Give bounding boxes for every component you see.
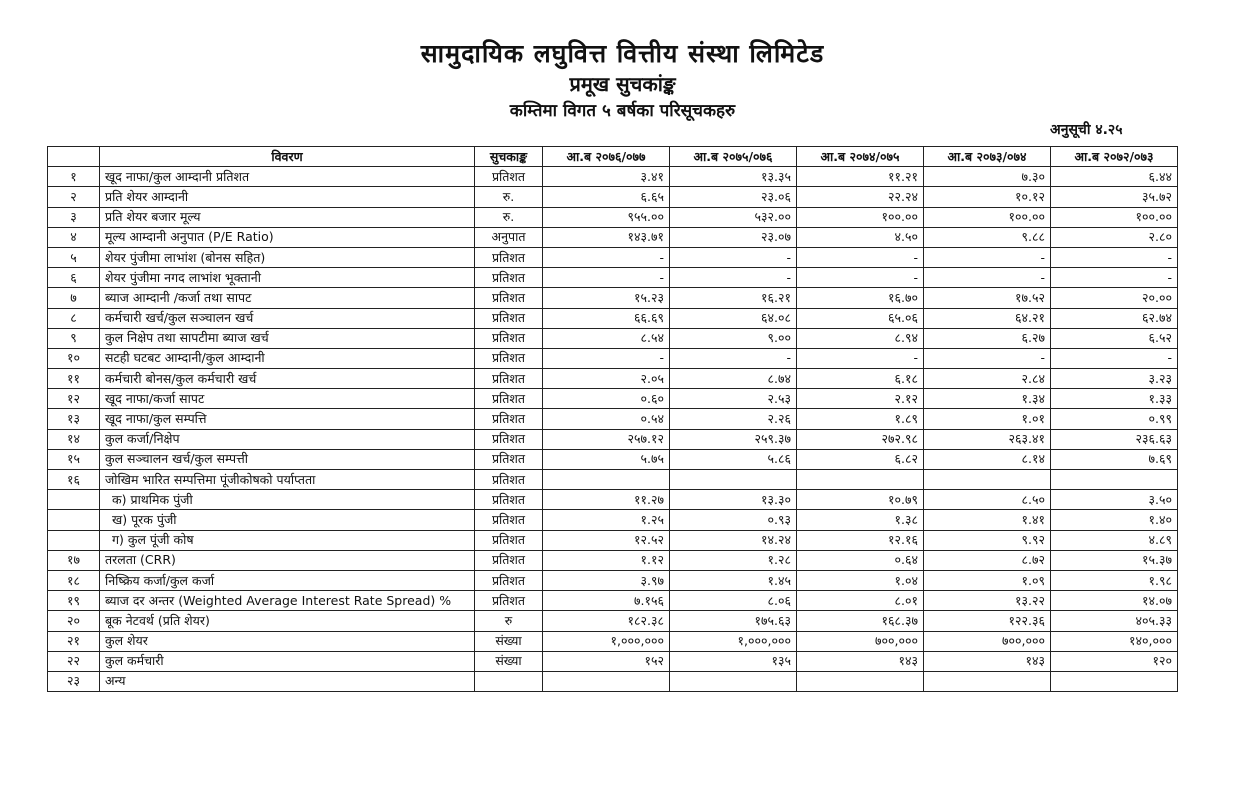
row-value: ९.९२ [924, 530, 1051, 550]
row-value: १.४१ [924, 510, 1051, 530]
table-row [48, 449, 1178, 469]
row-value: १,०००,००० [543, 631, 670, 651]
row-value: ५.७५ [543, 449, 670, 469]
row-value: ०.६० [543, 389, 670, 409]
table-row [48, 651, 1178, 671]
row-serial: २ [48, 187, 100, 207]
row-unit: प्रतिशत [475, 530, 543, 550]
annex-label: अनुसूची ४.२५ [1050, 122, 1123, 138]
row-value: १.८९ [797, 409, 924, 429]
document-subtitle: प्रमूख सुचकांङ्क [569, 72, 676, 96]
row-serial: ३ [48, 207, 100, 227]
row-value: ६४.२१ [924, 308, 1051, 328]
row-description: कर्मचारी खर्च/कुल सञ्चालन खर्च [100, 308, 475, 328]
row-value: १७.५२ [924, 288, 1051, 308]
row-unit: प्रतिशत [475, 247, 543, 267]
table-row [48, 570, 1178, 590]
row-serial: ५ [48, 247, 100, 267]
row-serial: ११ [48, 369, 100, 389]
table-row [48, 369, 1178, 389]
row-value: २०.०० [1051, 288, 1178, 308]
row-unit: रु. [475, 207, 543, 227]
table-row [48, 268, 1178, 288]
row-value: २३.०७ [670, 227, 797, 247]
row-value [797, 470, 924, 490]
row-value: १०.७९ [797, 490, 924, 510]
org-name: सामुदायिक लघुवित्त वित्तीय संस्था लिमिटेड [420, 39, 825, 68]
row-value: ६.६५ [543, 187, 670, 207]
row-value [670, 671, 797, 691]
row-unit: रु. [475, 187, 543, 207]
row-description: ख) पूरक पुंजी [100, 510, 475, 530]
row-value: २७२.९८ [797, 429, 924, 449]
row-value: २५९.३७ [670, 429, 797, 449]
table-row [48, 227, 1178, 247]
row-serial: १५ [48, 449, 100, 469]
table-row [48, 187, 1178, 207]
row-unit: संख्या [475, 651, 543, 671]
row-value: ६५.०६ [797, 308, 924, 328]
table-row [48, 470, 1178, 490]
row-serial: २३ [48, 671, 100, 691]
row-serial: ७ [48, 288, 100, 308]
row-value: ८.०६ [670, 591, 797, 611]
row-value: १.३८ [797, 510, 924, 530]
row-description: खूद नाफा/कर्जा सापट [100, 389, 475, 409]
row-serial: २० [48, 611, 100, 631]
row-unit: प्रतिशत [475, 550, 543, 570]
row-value: ०.९९ [1051, 409, 1178, 429]
row-value: १.२८ [670, 550, 797, 570]
row-value: - [670, 348, 797, 368]
row-value: १४.२४ [670, 530, 797, 550]
row-unit: प्रतिशत [475, 510, 543, 530]
row-value: ९५५.०० [543, 207, 670, 227]
row-value: १.४० [1051, 510, 1178, 530]
row-value: १७५.६३ [670, 611, 797, 631]
row-value: ७००,००० [797, 631, 924, 651]
row-value: २६३.४१ [924, 429, 1051, 449]
row-value: ७.३० [924, 167, 1051, 187]
row-serial: २२ [48, 651, 100, 671]
row-value: २२.२४ [797, 187, 924, 207]
row-value: ४.८९ [1051, 530, 1178, 550]
row-value: १००.०० [1051, 207, 1178, 227]
row-value: १६८.३७ [797, 611, 924, 631]
row-value [670, 470, 797, 490]
row-description: क) प्राथमिक पुंजी [100, 490, 475, 510]
row-value: १४.०७ [1051, 591, 1178, 611]
row-serial: १४ [48, 429, 100, 449]
table-header-row [48, 147, 1178, 167]
row-value [543, 671, 670, 691]
row-value: १.०४ [797, 570, 924, 590]
row-value: १४०,००० [1051, 631, 1178, 651]
row-value: २.८० [1051, 227, 1178, 247]
row-unit: प्रतिशत [475, 369, 543, 389]
row-value: - [924, 247, 1051, 267]
header-fy-2076-077: आ.ब २०७६/०७७ [543, 147, 670, 167]
table-row [48, 288, 1178, 308]
table-row [48, 530, 1178, 550]
row-unit: अनुपात [475, 227, 543, 247]
indicator-table [47, 146, 1178, 692]
row-value: २.२६ [670, 409, 797, 429]
row-value: ६२.७४ [1051, 308, 1178, 328]
row-value: ३.५० [1051, 490, 1178, 510]
row-description: शेयर पुंजीमा लाभांश (बोनस सहित) [100, 247, 475, 267]
row-serial: १८ [48, 570, 100, 590]
row-value: ८.७२ [924, 550, 1051, 570]
row-value: ९.८८ [924, 227, 1051, 247]
row-value: १००.०० [924, 207, 1051, 227]
row-value: ९.०० [670, 328, 797, 348]
row-value [1051, 671, 1178, 691]
row-description: कुल कर्जा/निक्षेप [100, 429, 475, 449]
header-description: विवरण [100, 147, 475, 167]
row-value: २.८४ [924, 369, 1051, 389]
row-value: २३.०६ [670, 187, 797, 207]
row-serial: १९ [48, 591, 100, 611]
row-serial: ४ [48, 227, 100, 247]
row-value: - [797, 348, 924, 368]
row-value: १२.१६ [797, 530, 924, 550]
header-fy-2075-076: आ.ब २०७५/०७६ [670, 147, 797, 167]
row-value: - [543, 348, 670, 368]
row-description: ब्याज आम्दानी /कर्जा तथा सापट [100, 288, 475, 308]
table-row [48, 510, 1178, 530]
row-serial [48, 490, 100, 510]
row-value: ७.१५६ [543, 591, 670, 611]
row-unit [475, 671, 543, 691]
row-value: २.५३ [670, 389, 797, 409]
row-description: सटही घटबट आम्दानी/कुल आम्दानी [100, 348, 475, 368]
row-unit: प्रतिशत [475, 470, 543, 490]
row-value: ११.२७ [543, 490, 670, 510]
row-description: तरलता (CRR) [100, 550, 475, 570]
row-description: ब्याज दर अन्तर (Weighted Average Interest Rate Spread) % [100, 591, 475, 611]
row-value: १.९८ [1051, 570, 1178, 590]
row-serial [48, 530, 100, 550]
row-unit: प्रतिशत [475, 288, 543, 308]
row-value: ६.४४ [1051, 167, 1178, 187]
row-value [543, 470, 670, 490]
table-row [48, 207, 1178, 227]
row-value: ४.५० [797, 227, 924, 247]
row-serial: १० [48, 348, 100, 368]
row-serial: १२ [48, 389, 100, 409]
row-value [797, 671, 924, 691]
row-value: - [1051, 348, 1178, 368]
row-value: - [797, 247, 924, 267]
row-description: ग) कुल पूंजी कोष [100, 530, 475, 550]
row-value [924, 470, 1051, 490]
row-value: ४०५.३३ [1051, 611, 1178, 631]
row-value: - [670, 268, 797, 288]
row-value: ६.८२ [797, 449, 924, 469]
row-unit: प्रतिशत [475, 490, 543, 510]
header-sn [48, 147, 100, 167]
row-description: कुल निक्षेप तथा सापटीमा ब्याज खर्च [100, 328, 475, 348]
row-value: १.१२ [543, 550, 670, 570]
document-subtitle-2: कम्तिमा विगत ५ बर्षका परिसूचकहरु [509, 101, 736, 121]
row-value: ६६.६९ [543, 308, 670, 328]
row-value: ०.६४ [797, 550, 924, 570]
row-value: ६.२७ [924, 328, 1051, 348]
row-value: १३.२२ [924, 591, 1051, 611]
table-row [48, 591, 1178, 611]
row-value: ७.६९ [1051, 449, 1178, 469]
row-value: - [670, 247, 797, 267]
row-value: ८.५० [924, 490, 1051, 510]
row-description: खूद नाफा/कुल सम्पत्ति [100, 409, 475, 429]
row-value: ६४.०८ [670, 308, 797, 328]
row-value: २.१२ [797, 389, 924, 409]
table-row [48, 167, 1178, 187]
row-unit: प्रतिशत [475, 409, 543, 429]
row-serial: १ [48, 167, 100, 187]
row-value: ५३२.०० [670, 207, 797, 227]
row-description: जोखिम भारित सम्पत्तिमा पूंजीकोषको पर्याप्तता [100, 470, 475, 490]
header-fy-2072-073: आ.ब २०७२/०७३ [1051, 147, 1178, 167]
row-value: १२.५२ [543, 530, 670, 550]
header-fy-2074-075: आ.ब २०७४/०७५ [797, 147, 924, 167]
row-description: कर्मचारी बोनस/कुल कर्मचारी खर्च [100, 369, 475, 389]
row-value: ३.४१ [543, 167, 670, 187]
table-row [48, 348, 1178, 368]
header-fy-2073-074: आ.ब २०७३/०७४ [924, 147, 1051, 167]
row-value: ०.५४ [543, 409, 670, 429]
table-row [48, 490, 1178, 510]
row-value: १.३४ [924, 389, 1051, 409]
table-row [48, 389, 1178, 409]
row-value: ११.२१ [797, 167, 924, 187]
header-unit: सुचकाङ्क [475, 147, 543, 167]
row-value: ८.०१ [797, 591, 924, 611]
row-value: ३५.७२ [1051, 187, 1178, 207]
table-row [48, 429, 1178, 449]
row-unit: प्रतिशत [475, 328, 543, 348]
row-value: १४३.७१ [543, 227, 670, 247]
row-value: ८.५४ [543, 328, 670, 348]
row-serial: १७ [48, 550, 100, 570]
table-row [48, 308, 1178, 328]
row-unit: रु [475, 611, 543, 631]
table-row [48, 550, 1178, 570]
row-value: १.२५ [543, 510, 670, 530]
row-value: - [543, 247, 670, 267]
row-value: १४३ [797, 651, 924, 671]
row-value: १३.३५ [670, 167, 797, 187]
row-unit: प्रतिशत [475, 268, 543, 288]
row-value: १३५ [670, 651, 797, 671]
table-row [48, 328, 1178, 348]
row-description: शेयर पुंजीमा नगद लाभांश भूक्तानी [100, 268, 475, 288]
table-row [48, 409, 1178, 429]
row-serial: ९ [48, 328, 100, 348]
row-serial [48, 510, 100, 530]
table-row [48, 247, 1178, 267]
row-unit: प्रतिशत [475, 449, 543, 469]
row-value [924, 671, 1051, 691]
row-value: ८.७४ [670, 369, 797, 389]
row-unit: प्रतिशत [475, 167, 543, 187]
row-value: ८.९४ [797, 328, 924, 348]
row-value: १२२.३६ [924, 611, 1051, 631]
row-description: निष्क्रिय कर्जा/कुल कर्जा [100, 570, 475, 590]
row-unit: प्रतिशत [475, 570, 543, 590]
row-value: १८२.३८ [543, 611, 670, 631]
row-value: १६.७० [797, 288, 924, 308]
row-description: खूद नाफा/कुल आम्दानी प्रतिशत [100, 167, 475, 187]
row-value: १५२ [543, 651, 670, 671]
row-value: १,०००,००० [670, 631, 797, 651]
row-value: ६.५२ [1051, 328, 1178, 348]
row-value [1051, 470, 1178, 490]
row-description: कुल सञ्चालन खर्च/कुल सम्पत्ती [100, 449, 475, 469]
row-unit: प्रतिशत [475, 591, 543, 611]
row-value: १२० [1051, 651, 1178, 671]
row-unit: प्रतिशत [475, 389, 543, 409]
row-value: १०.१२ [924, 187, 1051, 207]
row-value: १५.२३ [543, 288, 670, 308]
row-value: २.०५ [543, 369, 670, 389]
row-value: ३.२३ [1051, 369, 1178, 389]
row-value: - [1051, 247, 1178, 267]
row-value: १.०९ [924, 570, 1051, 590]
row-unit: प्रतिशत [475, 308, 543, 328]
row-serial: ८ [48, 308, 100, 328]
row-value: १.४५ [670, 570, 797, 590]
row-serial: ६ [48, 268, 100, 288]
row-serial: १६ [48, 470, 100, 490]
row-value: - [924, 348, 1051, 368]
row-serial: १३ [48, 409, 100, 429]
row-value: १००.०० [797, 207, 924, 227]
row-value: ५.८६ [670, 449, 797, 469]
row-value: १५.३७ [1051, 550, 1178, 570]
row-value: १३.३० [670, 490, 797, 510]
table-row [48, 611, 1178, 631]
row-value: ६.१८ [797, 369, 924, 389]
row-unit: प्रतिशत [475, 348, 543, 368]
row-description: अन्य [100, 671, 475, 691]
row-value: ०.९३ [670, 510, 797, 530]
row-value: २५७.१२ [543, 429, 670, 449]
row-value: - [924, 268, 1051, 288]
row-value: २३६.६३ [1051, 429, 1178, 449]
row-unit: संख्या [475, 631, 543, 651]
row-description: प्रति शेयर बजार मूल्य [100, 207, 475, 227]
table-row [48, 631, 1178, 651]
row-description: कुल शेयर [100, 631, 475, 651]
row-value: - [543, 268, 670, 288]
row-value: १.०१ [924, 409, 1051, 429]
row-value: ७००,००० [924, 631, 1051, 651]
row-description: बूक नेटवर्थ (प्रति शेयर) [100, 611, 475, 631]
row-description: कुल कर्मचारी [100, 651, 475, 671]
row-value: ८.१४ [924, 449, 1051, 469]
row-value: १.३३ [1051, 389, 1178, 409]
row-serial: २१ [48, 631, 100, 651]
row-value: १४३ [924, 651, 1051, 671]
row-value: - [797, 268, 924, 288]
row-value: - [1051, 268, 1178, 288]
row-value: १६.२१ [670, 288, 797, 308]
table-row [48, 671, 1178, 691]
row-description: प्रति शेयर आम्दानी [100, 187, 475, 207]
row-unit: प्रतिशत [475, 429, 543, 449]
row-description: मूल्य आम्दानी अनुपात (P/E Ratio) [100, 227, 475, 247]
row-value: ३.९७ [543, 570, 670, 590]
